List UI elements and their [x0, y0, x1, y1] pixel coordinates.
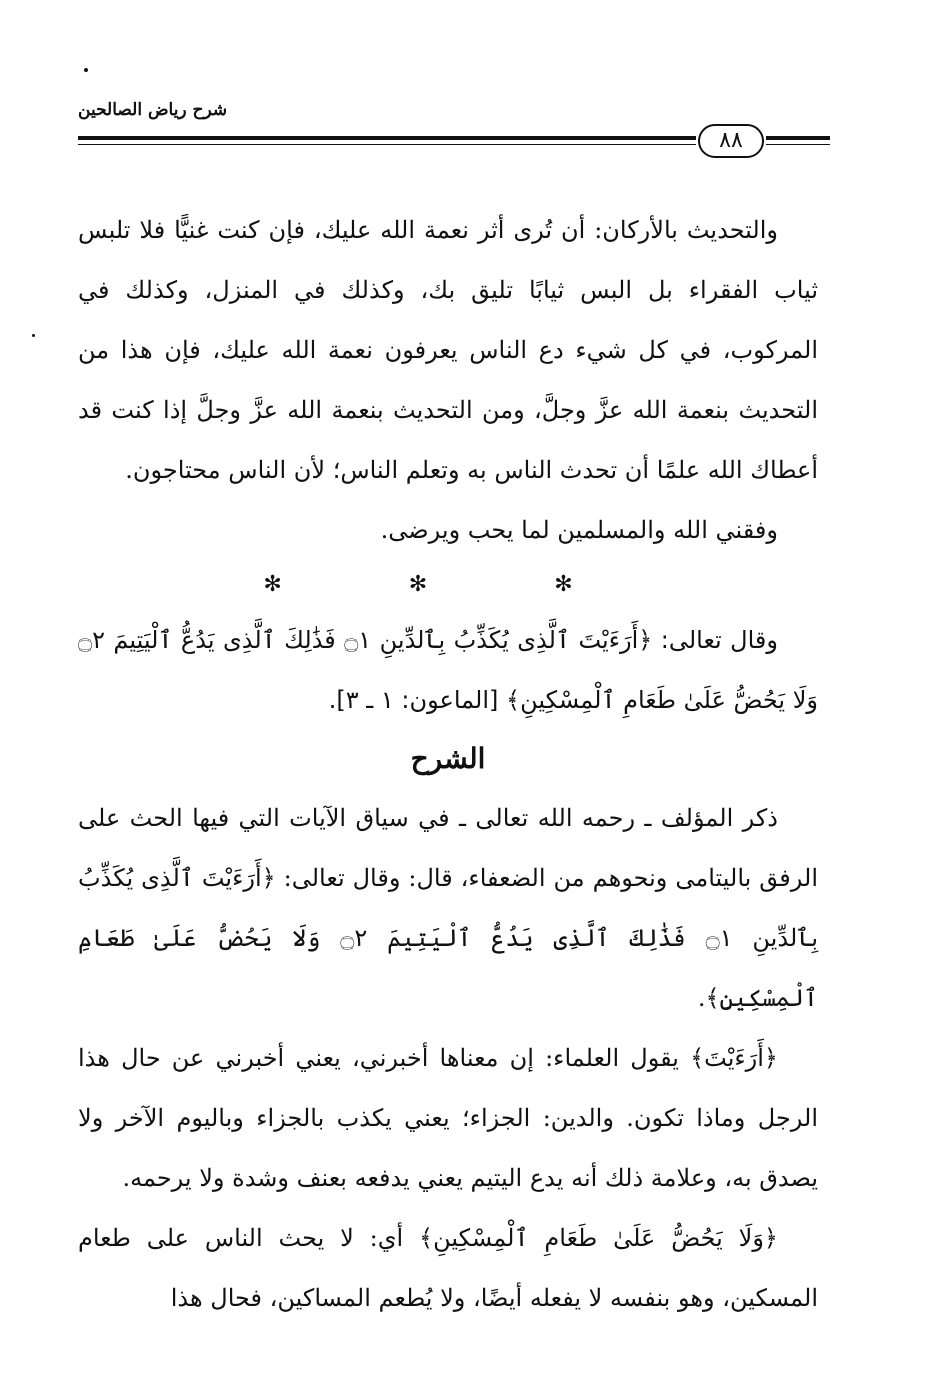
- page-number: ٨٨: [698, 124, 764, 158]
- page-body: [78, 200, 818, 1328]
- header-rule: [78, 136, 696, 140]
- paragraph: والتحديث بالأركان: أن تُرى أثر نعمة الله عليك، فإن كنت غنيًّا فلا تلبس ثياب الفقراء بل البس ثيابًا تليق بك، وكذلك في المنزل، وكذلك في المركوب، في كل شيء دع الناس يعرفون نعمة الله عليك، فإن هذا من التحديث بنعمة الله عزَّ وجلَّ، ومن التحديث بنعمة الله عزَّ وجلَّ إذا كنت قد أعطاك الله علمًا أن تحدث الناس به وتعلم الناس؛ لأن الناس محتاجون.: [78, 216, 818, 484]
- header-rule: [78, 144, 696, 145]
- book-title: شرح رياض الصالحين: [78, 100, 228, 120]
- paragraph: ﴿وَلَا يَحُضُّ عَلَىٰ طَعَامِ ٱلْمِسْكِينِ﴾ أي: لا يحث الناس على طعام المسكين، وهو بنفسه لا يفعله أيضًا، ولا يُطعم المساكين، فحال هذا: [78, 1224, 818, 1312]
- paragraph: ذكر المؤلف ـ رحمه الله تعالى ـ في سياق الآيات التي فيها الحث على الرفق باليتامى ونحوهم من الضعفاء، قال: وقال تعالى: ﴿أَرَءَيْتَ ٱلَّذِى يُكَذِّبُ بِٱلدِّينِ ۝١ فَذَٰلِكَ ٱلَّذِى يَدُعُّ ٱلْيَتِيمَ ۝٢ وَلَا يَحُضُّ عَلَىٰ طَعَامِ ٱلْمِسْكِينِ﴾.: [78, 804, 819, 1012]
- section-divider-stars: ✻ ✻ ✻: [263, 572, 633, 597]
- page-header: [78, 100, 830, 160]
- speck-mark: [84, 68, 88, 72]
- speck-mark: [32, 334, 35, 337]
- paragraph: وفقني الله والمسلمين لما يحب ويرضى.: [380, 516, 778, 544]
- header-rule: [766, 144, 830, 145]
- header-rule: [766, 136, 830, 140]
- quran-quote: وقال تعالى: ﴿أَرَءَيْتَ ٱلَّذِى يُكَذِّبُ بِٱلدِّينِ ۝١ فَذَٰلِكَ ٱلَّذِى يَدُعُّ ٱلْيَتِيمَ ۝٢ وَلَا يَحُضُّ عَلَىٰ طَعَامِ ٱلْمِسْكِينِ﴾ [الماعون: ١ ـ ٣].: [78, 626, 818, 714]
- paragraph: ﴿أَرَءَيْتَ﴾ يقول العلماء: إن معناها أخبرني، يعني أخبرني عن حال هذا الرجل وماذا تكون. والدين: الجزاء؛ يعني يكذب بالجزاء وباليوم الآخر ولا يصدق به، وعلامة ذلك أنه يدع اليتيم يعني يدفعه بعنف وشدة ولا يرحمه.: [78, 1044, 818, 1192]
- section-heading: الشرح: [410, 742, 486, 775]
